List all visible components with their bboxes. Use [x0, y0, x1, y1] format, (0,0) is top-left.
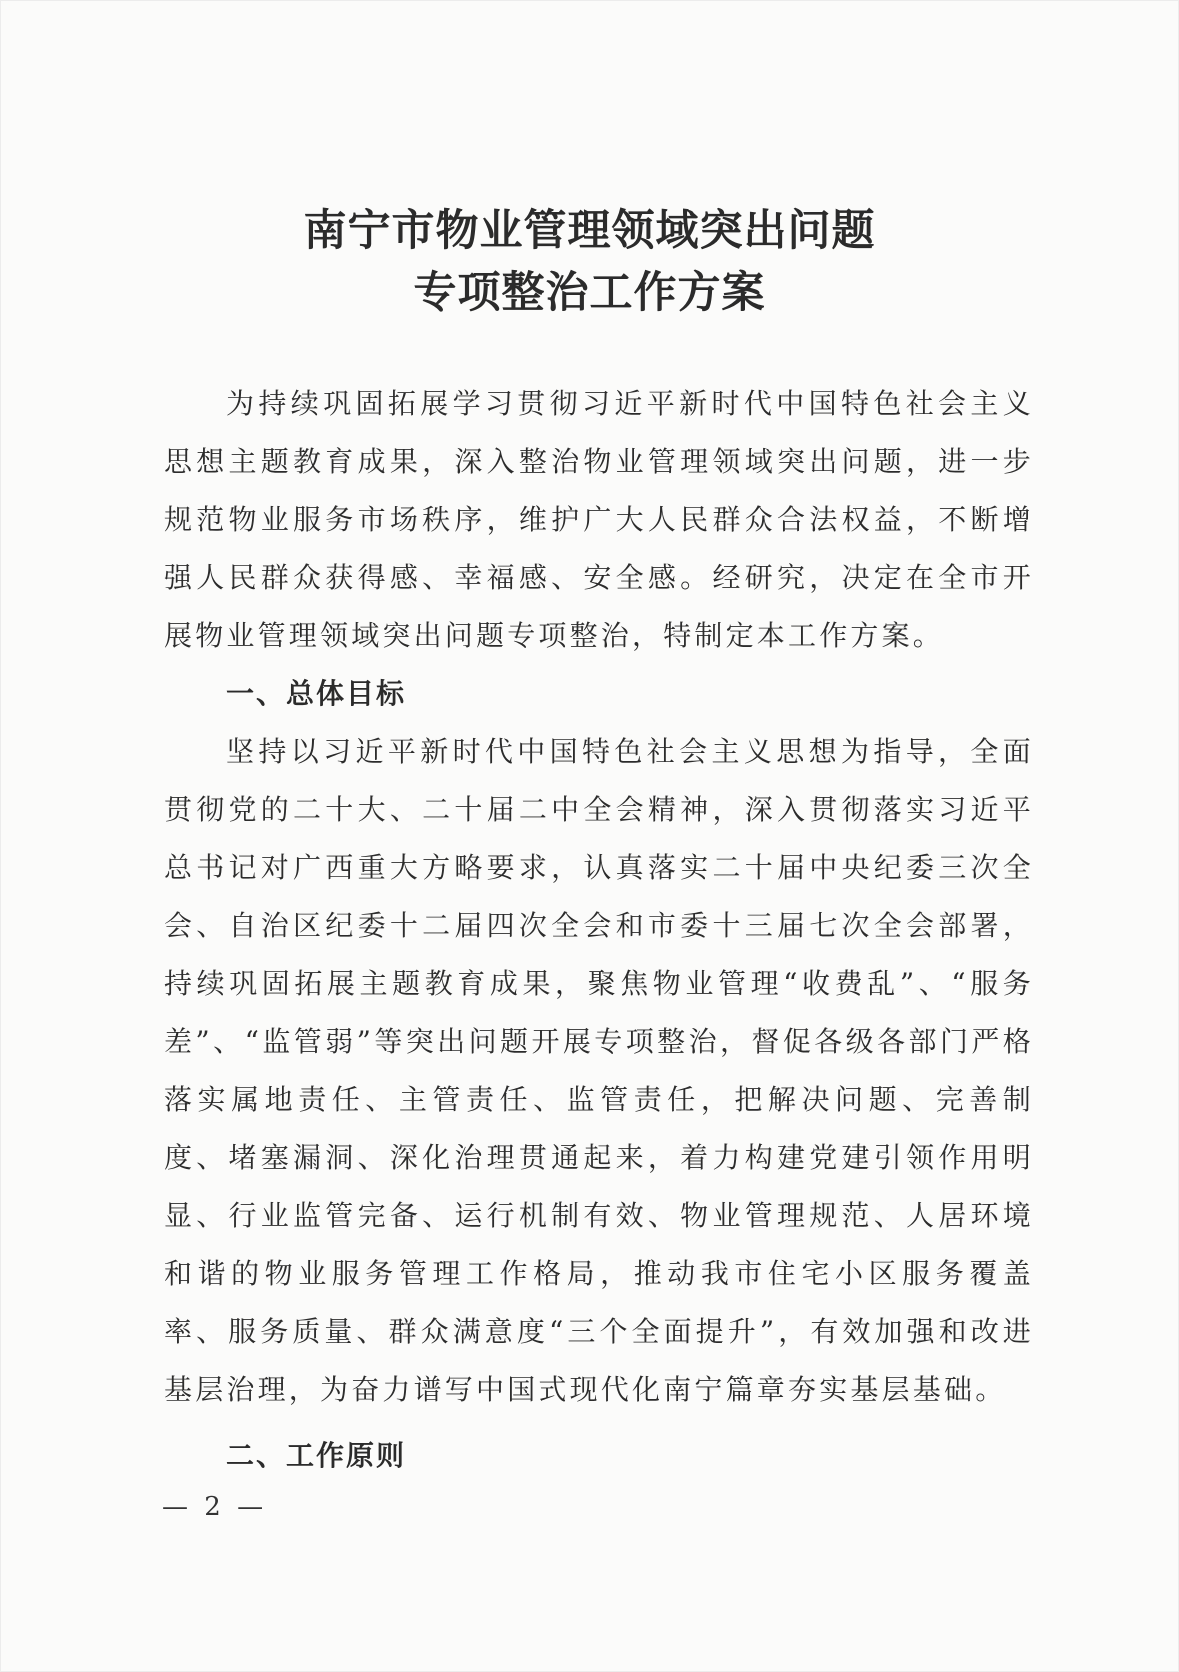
title-line-2: 专项整治工作方案 — [413, 268, 766, 318]
section-1-paragraph: 坚持以习近平新时代中国特色社会主义思想为指导，全面贯彻党的二十大、二十届二中全会精神，深入贯彻落实习近平总书记对广西重大方略要求，认真落实二十届中央纪委三次全会、自治区纪委十二届四次全会和市委十三届七次全会部署，持续巩固拓展主题教育成果，聚焦物业管理“收费乱”、“服务差”、“监管弱”等突出问题开展专项整治，督促各级各部门严格落实属地责任、主管责任、监管责任，把解决问题、完善制度、堵塞漏洞、深化治理贯通起来，着力构建党建引领作用明显、行业监管完备、运行机制有效、物业管理规范、人居环境和谐的物业服务管理工作格局，推动我市住宅小区服务覆盖率、服务质量、群众满意度“三个全面提升”，有效加强和改进基层治理，为奋力谱写中国式现代化南宁篇章夯实基层基础。 — [164, 735, 1034, 1406]
section-heading-1: 一、总体目标 — [226, 677, 407, 710]
intro-paragraph: 为持续巩固拓展学习贯彻习近平新时代中国特色社会主义思想主题教育成果，深入整治物业管理领域突出问题，进一步规范物业服务市场秩序，维护广大人民群众合法权益，不断增强人民群众获得感、幸福感、安全感。经研究，决定在全市开展物业管理领域突出问题专项整治，特制定本工作方案。 — [164, 387, 1034, 652]
document-title — [0, 200, 1179, 324]
page-number: — 2 — — [162, 1492, 268, 1522]
document-body — [164, 375, 1034, 1485]
title-line-1: 南宁市物业管理领域突出问题 — [303, 206, 876, 256]
section-heading-2: 二、工作原则 — [226, 1439, 407, 1472]
